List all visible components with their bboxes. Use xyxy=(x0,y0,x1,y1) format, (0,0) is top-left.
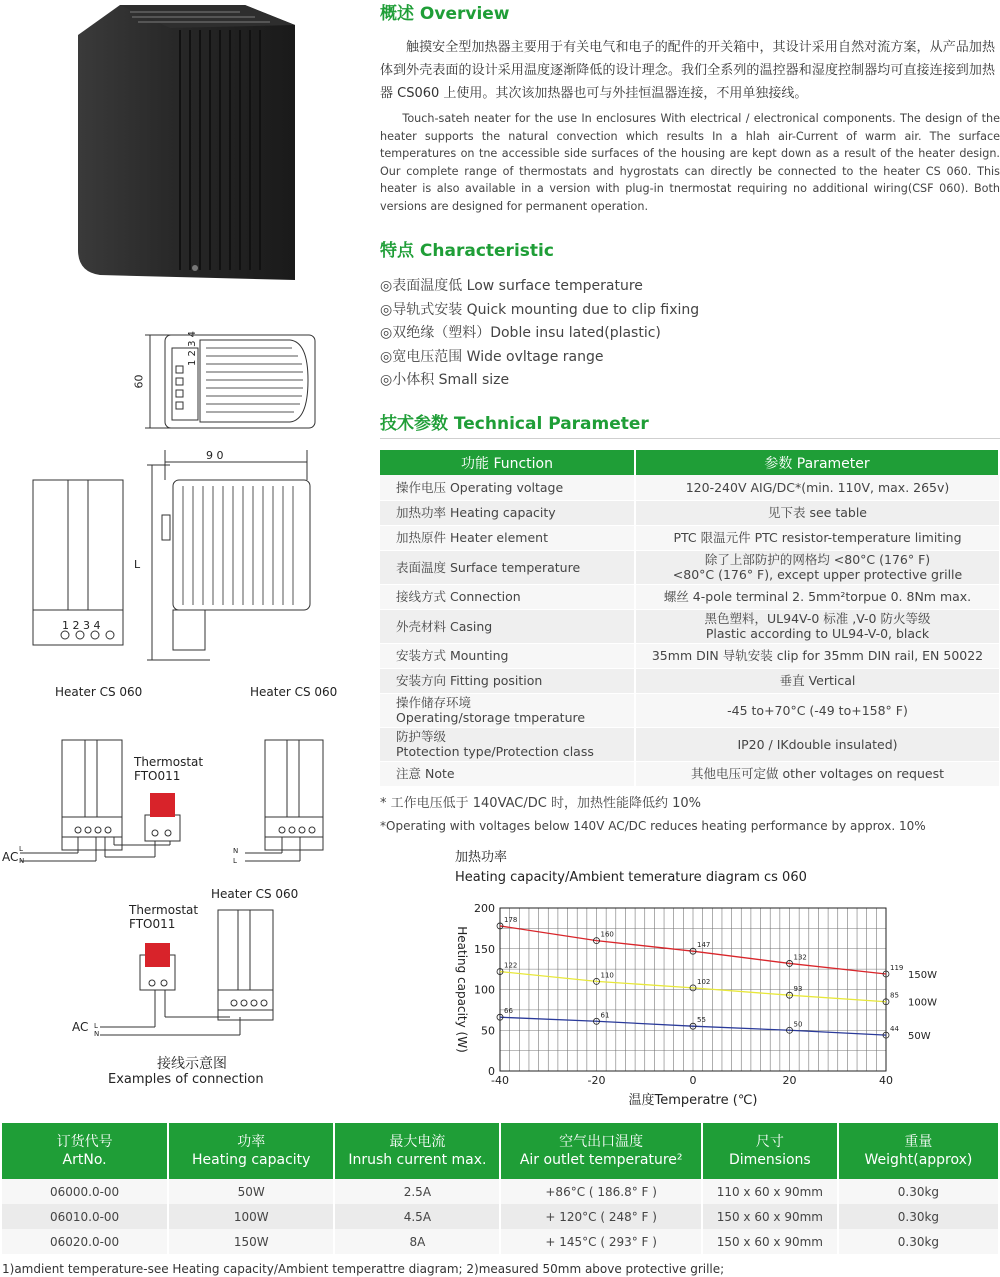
divider xyxy=(380,438,1000,439)
l-label-2: L xyxy=(233,857,237,865)
header-cn: 最大电流 xyxy=(389,1134,446,1150)
list-item: ◎导轨式安装 Quick mounting due to clip fixing xyxy=(380,301,700,318)
y-tick-label: 150 xyxy=(474,942,495,956)
function-cell: 注意 Note xyxy=(380,761,635,786)
parameter-cell: 螺丝 4-pole terminal 2. 5mm²torpue 0. 8Nm max. xyxy=(635,584,999,609)
order-cell: 0.30kg xyxy=(838,1204,999,1229)
order-cell: 06020.0-00 xyxy=(2,1229,168,1254)
y-axis-label: Heating capacity (W) xyxy=(455,926,469,1053)
y-tick-label: 200 xyxy=(474,902,495,915)
order-cell: 06000.0-00 xyxy=(2,1179,168,1204)
technical-parameter-table xyxy=(380,450,1000,787)
table-row xyxy=(380,584,999,609)
l-label-3: L xyxy=(94,1022,98,1030)
heating-capacity-chart xyxy=(450,895,937,1110)
heater-product-photo xyxy=(60,0,300,290)
header-cn: 尺寸 xyxy=(755,1134,784,1150)
col-function-header: 功能 Function xyxy=(380,450,635,475)
table-row xyxy=(380,475,999,500)
order-cell: 4.5A xyxy=(334,1204,500,1229)
x-axis-label: 温度Temperatre (℃) xyxy=(628,1093,758,1108)
table-row xyxy=(380,609,999,643)
function-cell: 接线方式 Connection xyxy=(380,584,635,609)
parameter-cell: 120-240V AIG/DC*(min. 110V, max. 265v) xyxy=(635,475,999,500)
y-tick-label: 0 xyxy=(488,1065,495,1078)
dim-90-label: 9 0 xyxy=(206,449,224,462)
table-row xyxy=(2,1229,999,1254)
order-cell: 150 x 60 x 90mm xyxy=(702,1229,838,1254)
overview-para-en: Touch-sateh neater for the use In enclosures With electrical / electronical components. The design of the heater supports the natural convection which results In a hlah air-Current of warm air. The surface temperatures on tne accessible side surfaces of the housing are kept down as a result of the heater design. Our complete range of thermostats and hygrostats can directly be connected to the heater CS 060. This heater is also available in a version with plug-in tnermostat requiring no additional wiring(CSF 060). Both versions are designed for permanent operation. xyxy=(380,112,1000,213)
function-cell: 安装方向 Fitting position xyxy=(380,668,635,693)
order-cell: 2.5A xyxy=(334,1179,500,1204)
technical-title: 技术参数 Technical Parameter xyxy=(380,414,649,434)
heater-bottom-label: Heater CS 060 xyxy=(211,887,299,901)
parameter-cell: PTC 限温元件 PTC resistor-temperature limiting xyxy=(635,525,999,550)
parameter-cell: -45 to+70°C (-49 to+158° F) xyxy=(635,693,999,727)
voltage-note-cn: * 工作电压低于 140VAC/DC 时，加热性能降低约 10% xyxy=(380,796,702,811)
header-en: Heating capacity xyxy=(192,1152,311,1168)
order-col-header xyxy=(334,1123,500,1179)
series-name-label: 50W xyxy=(908,1031,931,1043)
n-label-3: N xyxy=(94,1030,100,1038)
parameter-cell: 除了上部防护的网格均 <80°C (176° F) <80°C (176° F), except upper protective grille xyxy=(635,550,999,584)
data-label: 110 xyxy=(600,971,614,980)
dim-60-label: 60 xyxy=(132,374,146,389)
data-label: 178 xyxy=(504,915,518,924)
order-cell: 110 x 60 x 90mm xyxy=(702,1179,838,1204)
x-tick-label: 20 xyxy=(782,1074,797,1087)
function-cell: 加热原件 Heater element xyxy=(380,525,635,550)
y-tick-label: 100 xyxy=(474,983,495,997)
table-row xyxy=(380,693,999,727)
table-row xyxy=(380,727,999,761)
wiring-diagram xyxy=(0,735,360,1045)
characteristic-title: 特点 Characteristic xyxy=(380,241,554,261)
data-label: 61 xyxy=(600,1011,610,1020)
order-cell: 0.30kg xyxy=(838,1229,999,1254)
header-cn: 订货代号 xyxy=(56,1134,113,1150)
series-name-label: 100W xyxy=(908,997,937,1009)
order-col-header xyxy=(168,1123,334,1179)
terminals-label: 1 2 3 4 xyxy=(62,619,101,632)
x-tick-label: 40 xyxy=(879,1074,893,1087)
ac-label-3: AC xyxy=(72,1020,89,1034)
header-en: Air outlet temperature² xyxy=(519,1152,683,1168)
header-cn: 重量 xyxy=(904,1134,933,1150)
order-cell: 150W xyxy=(168,1229,334,1254)
data-label: 50 xyxy=(793,1020,803,1029)
function-cell: 操作电压 Operating voltage xyxy=(380,475,635,500)
parameter-cell: 其他电压可定做 other voltages on request xyxy=(635,761,999,786)
parameter-cell: 黑色塑料，UL94V-0 标准 ,V-0 防火等级 Plastic according to UL94-V-0, black xyxy=(635,609,999,643)
data-label: 132 xyxy=(793,953,807,962)
data-label: 85 xyxy=(890,991,899,1000)
function-cell: 外壳材料 Casing xyxy=(380,609,635,643)
parameter-cell: 35mm DIN 导轨安装 clip for 35mm DIN rail, EN 50022 xyxy=(635,643,999,668)
data-label: 93 xyxy=(793,985,803,994)
parameter-cell: 见下表 see table xyxy=(635,500,999,525)
order-col-header xyxy=(702,1123,838,1179)
table-row xyxy=(380,668,999,693)
function-cell: 防护等级 Ptotection type/Protection class xyxy=(380,727,635,761)
series-name-label: 150W xyxy=(908,970,937,982)
order-table xyxy=(2,1123,1000,1254)
characteristic-list xyxy=(380,275,699,393)
connection-caption-en: Examples of connection xyxy=(108,1072,264,1087)
voltage-note-en: *Operating with voltages below 140V AC/DC reduces heating performance by approx. 10% xyxy=(380,819,926,833)
overview-para-cn: 触摸安全型加热器主要用于有关电气和电子的配件的开关箱中，其设计采用自然对流方案，从产品加热体到外壳表面的设计采用温度逐渐降低的设计理念。我们全系列的温控器和湿度控制器均可直接连接到加热器 CS060 上使用。其次该加热器也可与外挂恒温器连接，不用单独接线。 xyxy=(380,40,995,101)
x-tick-label: 0 xyxy=(689,1074,697,1087)
heater-right-label: Heater CS 060 xyxy=(250,685,338,699)
overview-title: 概述 Overview xyxy=(380,4,510,24)
header-en: ArtNo. xyxy=(62,1152,107,1168)
order-cell: 100W xyxy=(168,1204,334,1229)
n-label-1: N xyxy=(19,857,25,865)
list-item: ◎表面温度低 Low surface temperature xyxy=(380,278,643,294)
table-row xyxy=(380,761,999,786)
function-cell: 安装方式 Mounting xyxy=(380,643,635,668)
heater-left-label: Heater CS 060 xyxy=(55,685,143,699)
data-label: 122 xyxy=(504,961,518,970)
connection-caption-cn: 接线示意图 xyxy=(157,1056,227,1072)
table-row xyxy=(380,525,999,550)
header-cn: 空气出口温度 xyxy=(559,1134,644,1150)
list-item: ◎双绝缘（塑料）Doble insu lated(plastic) xyxy=(380,325,661,341)
order-cell: + 145°C ( 293° F ) xyxy=(500,1229,701,1254)
data-label: 66 xyxy=(504,1007,513,1016)
data-label: 102 xyxy=(697,977,711,986)
dimension-drawing xyxy=(0,320,360,665)
chart-title: 加热功率 Heating capacity/Ambient temerature diagram cs 060 xyxy=(455,850,807,885)
header-en: Weight(approx) xyxy=(864,1152,973,1168)
order-cell: 8A xyxy=(334,1229,500,1254)
list-item: ◎小体积 Small size xyxy=(380,372,510,388)
list-item: ◎宽电压范围 Wide ovltage range xyxy=(380,348,604,365)
order-cell: 0.30kg xyxy=(838,1179,999,1204)
order-footnote: 1)amdient temperature-see Heating capacity/Ambient temperattre diagram; 2)measured 50mm above protective grille; xyxy=(2,1262,725,1276)
header-en: Inrush current max. xyxy=(348,1152,487,1168)
ac-label-1: AC xyxy=(2,850,19,864)
order-cell: 150 x 60 x 90mm xyxy=(702,1204,838,1229)
parameter-cell: 垂直 Vertical xyxy=(635,668,999,693)
order-col-header xyxy=(838,1123,999,1179)
col-parameter-header: 参数 Parameter xyxy=(635,450,999,475)
order-cell: + 120°C ( 248° F ) xyxy=(500,1204,701,1229)
order-col-header xyxy=(2,1123,168,1179)
order-col-header xyxy=(500,1123,701,1179)
table-row xyxy=(380,643,999,668)
header-cn: 功率 xyxy=(237,1134,266,1150)
data-label: 160 xyxy=(600,930,614,939)
parameter-cell: IP20 / IKdouble insulated) xyxy=(635,727,999,761)
thermostat-2-label: Thermostat FTO011 xyxy=(129,903,199,931)
data-label: 147 xyxy=(697,941,711,950)
terminals-top-label: 1 2 3 4 xyxy=(187,331,198,366)
l-label-1: L xyxy=(19,845,23,853)
thermostat-1-label: Thermostat FTO011 xyxy=(134,755,204,783)
order-cell: 50W xyxy=(168,1179,334,1204)
data-label: 55 xyxy=(697,1016,706,1025)
x-tick-label: -40 xyxy=(491,1074,509,1087)
y-tick-label: 50 xyxy=(481,1024,495,1038)
function-cell: 表面温度 Surface temperature xyxy=(380,550,635,584)
header-en: Dimensions xyxy=(728,1152,811,1168)
table-row xyxy=(380,550,999,584)
function-cell: 加热功率 Heating capacity xyxy=(380,500,635,525)
table-row xyxy=(380,500,999,525)
order-cell: +86°C ( 186.8° F ) xyxy=(500,1179,701,1204)
x-tick-label: -20 xyxy=(587,1074,606,1087)
data-label: 44 xyxy=(890,1025,899,1034)
data-label: 119 xyxy=(890,964,904,973)
function-cell: 操作储存环境 Operating/storage tmperature xyxy=(380,693,635,727)
table-row xyxy=(2,1204,999,1229)
dim-L-label: L xyxy=(134,558,141,571)
table-row xyxy=(2,1179,999,1204)
n-label-2: N xyxy=(233,847,239,855)
order-cell: 06010.0-00 xyxy=(2,1204,168,1229)
